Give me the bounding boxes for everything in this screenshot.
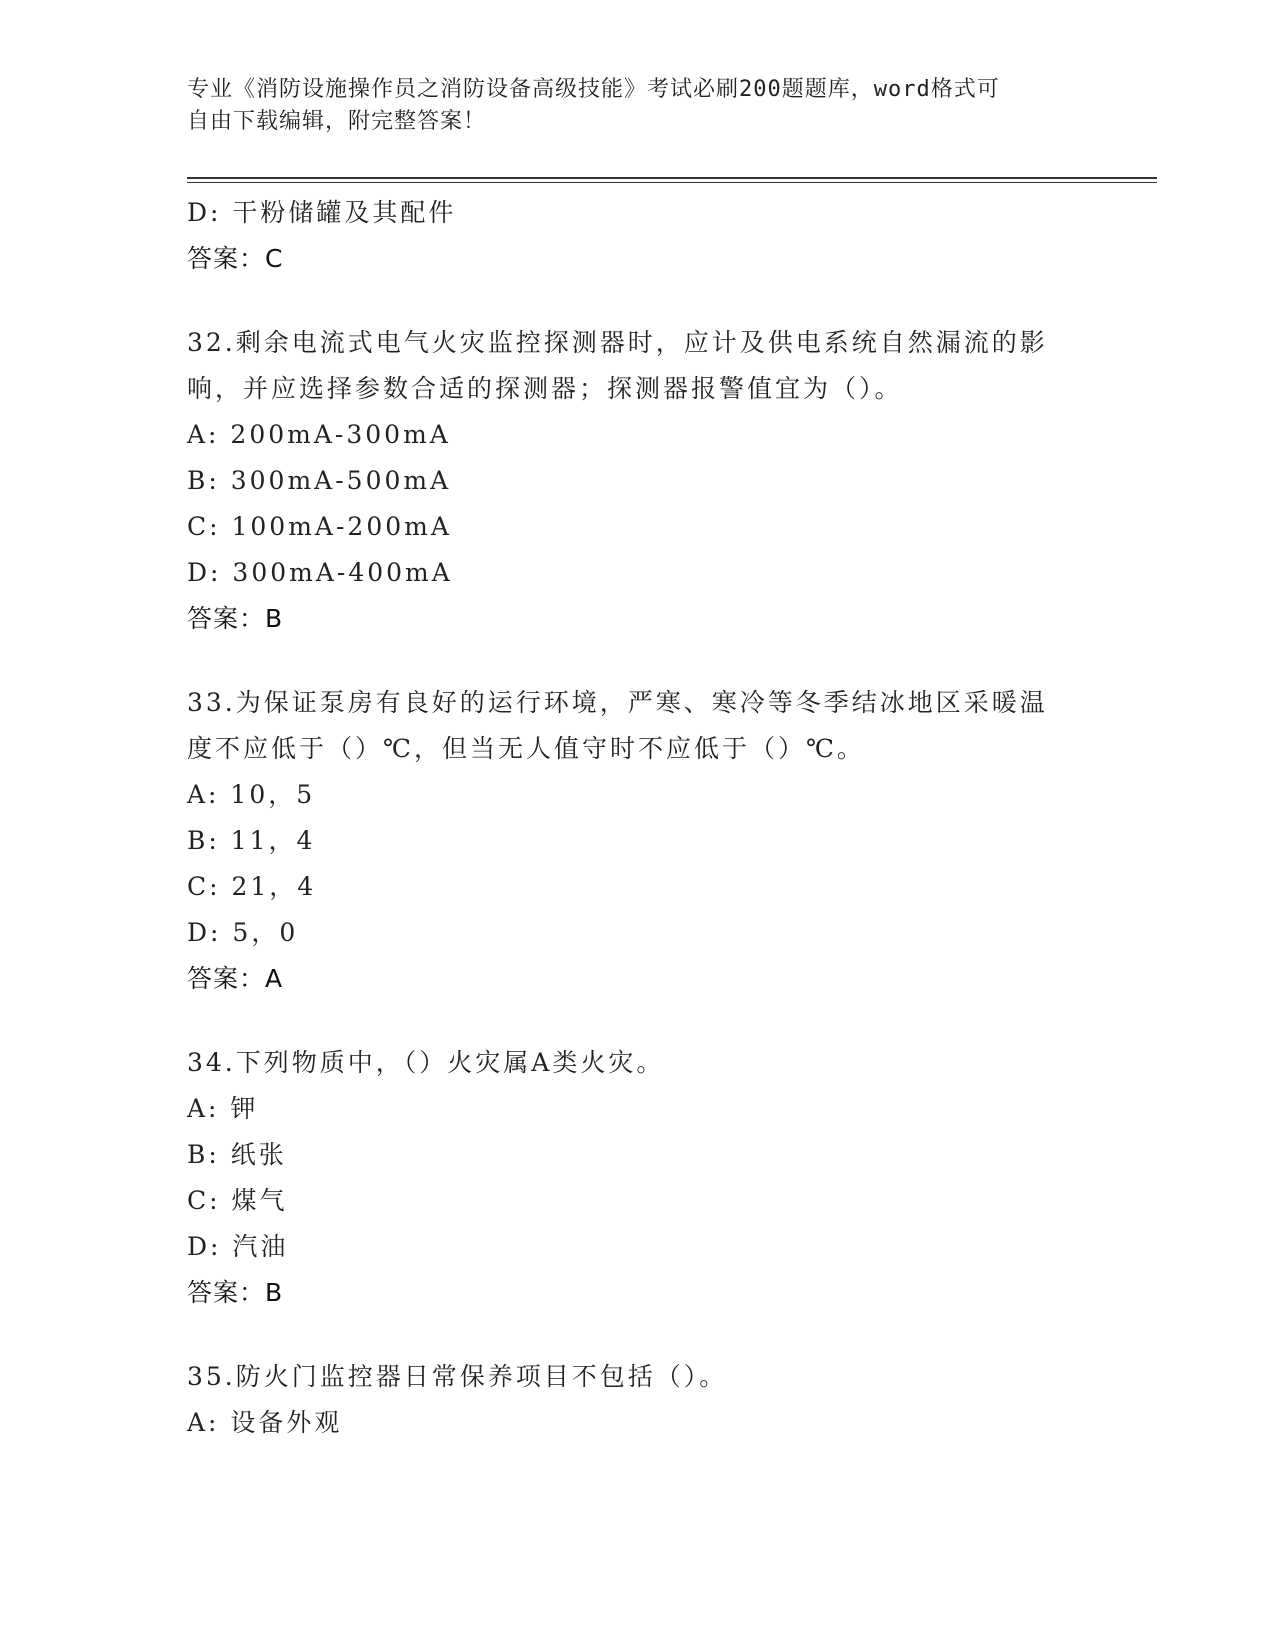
question-list	[187, 190, 1087, 1446]
question-stem-line: 34.下列物质中，（）火灾属A类火灾。	[187, 1048, 665, 1077]
question-stem-line: 度不应低于（）℃，但当无人值守时不应低于（）℃。	[187, 734, 865, 763]
option-a: A: 10，5	[187, 780, 316, 809]
option-b: B: 纸张	[187, 1140, 287, 1169]
question-stem-line: 响，并应选择参数合适的探测器；探测器报警值宜为（）。	[187, 374, 903, 403]
question-stem-line: 35.防火门监控器日常保养项目不包括（）。	[187, 1362, 728, 1391]
option-a: A: 设备外观	[187, 1408, 343, 1437]
option-c: C: 100mA-200mA	[187, 512, 452, 541]
option-c: C: 煤气	[187, 1186, 288, 1215]
question-stem-line: 32.剩余电流式电气火灾监控探测器时，应计及供电系统自然漏流的影	[187, 328, 1048, 357]
document-header	[187, 74, 1067, 138]
answer: 答案：B	[187, 1278, 284, 1307]
prev-option-d: D: 干粉储罐及其配件	[187, 198, 457, 227]
header-line-1: 专业《消防设施操作员之消防设备高级技能》考试必刷200题题库，word格式可	[187, 77, 1000, 102]
header-divider-thin	[187, 182, 1157, 183]
option-a: A: 200mA-300mA	[187, 420, 451, 449]
header-line-2: 自由下载编辑，附完整答案！	[187, 109, 487, 134]
question-34	[187, 1040, 1087, 1316]
option-c: C: 21，4	[187, 872, 317, 901]
option-b: B: 11，4	[187, 826, 316, 855]
question-32	[187, 320, 1087, 642]
option-d: D: 汽油	[187, 1232, 289, 1261]
option-d: D: 300mA-400mA	[187, 558, 453, 587]
answer: 答案：B	[187, 604, 284, 633]
header-divider-thick	[187, 177, 1157, 179]
option-b: B: 300mA-500mA	[187, 466, 452, 495]
option-a: A: 钾	[187, 1094, 259, 1123]
answer: 答案：A	[187, 964, 284, 993]
option-d: D: 5，0	[187, 918, 299, 947]
question-33	[187, 680, 1087, 1002]
prev-answer: 答案：C	[187, 244, 284, 273]
question-stem-line: 33.为保证泵房有良好的运行环境，严寒、寒冷等冬季结冰地区采暖温	[187, 688, 1048, 717]
question-35	[187, 1354, 1087, 1446]
